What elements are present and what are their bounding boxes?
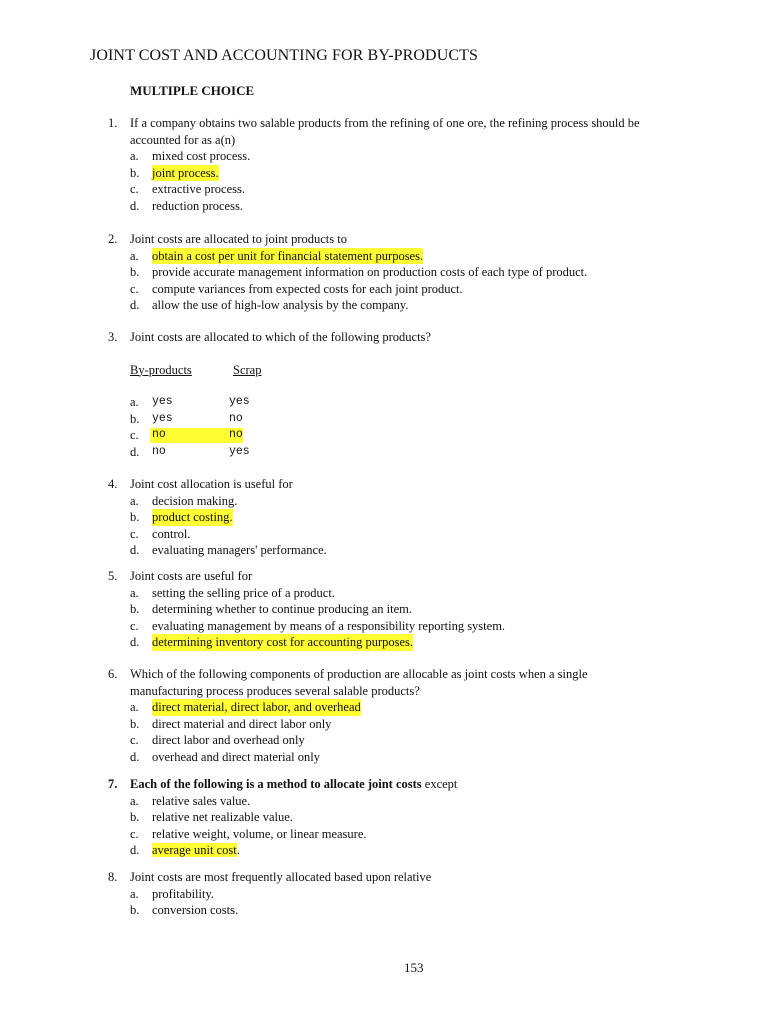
column-header-by-products: By-products (130, 362, 192, 377)
cell-scrap: yes (229, 444, 250, 458)
question-number: 2. (108, 232, 118, 246)
option-c (0, 826, 768, 843)
option-letter: a. (130, 149, 139, 163)
option-text: relative net realizable value. (152, 810, 293, 824)
question-number: 8. (108, 870, 118, 884)
cell-scrap: no (229, 411, 243, 425)
cell-scrap: no (229, 428, 243, 441)
option-text: evaluating management by means of a responsibility reporting system. (152, 618, 506, 633)
question-1 (0, 115, 768, 214)
option-letter: d. (130, 444, 140, 459)
highlighted-answer: joint process. (152, 165, 219, 180)
question-text-bold: Each of the following is a method to allocate joint costs (130, 777, 422, 791)
question-number: 7. (108, 777, 118, 791)
option-b (0, 902, 768, 919)
option-letter: a. (130, 248, 139, 263)
question-6 (0, 666, 768, 765)
option-d (0, 542, 768, 559)
section-heading: MULTIPLE CHOICE (130, 83, 255, 98)
option-letter: a. (130, 395, 139, 409)
option-text (152, 842, 240, 859)
option-letter: c. (130, 281, 139, 296)
option-a (0, 493, 768, 510)
option-period: . (236, 843, 240, 857)
option-a (0, 886, 768, 903)
option-c (0, 732, 768, 749)
option-d (0, 749, 768, 766)
option-letter: d. (130, 635, 140, 649)
option-a (0, 699, 768, 716)
option-letter: b. (130, 510, 140, 524)
option-letter: d. (130, 198, 140, 213)
option-c (0, 281, 768, 298)
table-row-highlighted (0, 427, 768, 444)
question-text: Joint cost allocation is useful for (130, 477, 293, 491)
option-letter: a. (130, 793, 139, 808)
option-text: conversion costs. (152, 903, 239, 917)
question-2 (0, 231, 768, 314)
question-number: 4. (108, 477, 118, 491)
option-letter: d. (130, 543, 140, 557)
option-letter: c. (130, 618, 139, 633)
question-4 (0, 476, 768, 559)
question-number: 6. (108, 667, 118, 681)
question-8 (0, 869, 768, 919)
option-text: overhead and direct material only (152, 749, 320, 764)
option-d (0, 842, 768, 859)
highlighted-answer: average unit cost (152, 843, 237, 857)
option-a (0, 793, 768, 810)
option-b (0, 509, 768, 526)
option-text: decision making. (152, 493, 238, 508)
option-text: provide accurate management information on production costs of each type of product. (152, 265, 588, 279)
option-a (0, 585, 768, 602)
option-letter: b. (130, 165, 140, 180)
question-7 (0, 776, 768, 859)
table-row (0, 444, 768, 461)
option-text: compute variances from expected costs for each joint product. (152, 281, 463, 296)
option-text: relative sales value. (152, 793, 251, 808)
page-number: 153 (404, 960, 424, 975)
option-b (0, 264, 768, 281)
table-header (0, 362, 768, 379)
question-text-except: except (421, 777, 458, 791)
question-text-continued: manufacturing process produces several salable products? (130, 683, 420, 698)
question-number: 1. (108, 116, 118, 130)
option-text: profitability. (152, 886, 215, 901)
option-text: setting the selling price of a product. (152, 585, 335, 600)
option-d (0, 297, 768, 314)
option-letter: c. (130, 428, 139, 442)
option-letter: b. (130, 810, 140, 824)
option-text: extractive process. (152, 182, 246, 196)
question-text: Joint costs are most frequently allocated based upon relative (130, 870, 432, 884)
column-header-scrap: Scrap (233, 362, 262, 377)
option-letter: c. (130, 826, 139, 841)
question-text: Joint costs are allocated to joint products to (130, 232, 347, 246)
option-letter: b. (130, 602, 140, 616)
option-c (0, 618, 768, 635)
question-5 (0, 568, 768, 651)
option-letter: b. (130, 903, 140, 917)
option-letter: c. (130, 526, 139, 541)
cell-by-products: yes (152, 395, 173, 408)
option-letter: b. (130, 716, 140, 731)
option-letter: b. (130, 411, 140, 426)
option-d (0, 634, 768, 651)
question-text: Joint costs are useful for (130, 569, 253, 583)
option-letter: b. (130, 265, 140, 279)
option-b (0, 601, 768, 618)
option-letter: c. (130, 182, 139, 196)
option-letter: c. (130, 733, 139, 747)
option-letter: a. (130, 886, 139, 901)
option-c (0, 526, 768, 543)
option-text: determining whether to continue producing an item. (152, 602, 412, 616)
question-text: Joint costs are allocated to which of the following products? (130, 330, 431, 344)
highlighted-answer: obtain a cost per unit for financial statement purposes. (152, 248, 424, 263)
cell-by-products: no (152, 428, 166, 441)
option-letter: a. (130, 700, 139, 714)
page-title: JOINT COST AND ACCOUNTING FOR BY-PRODUCTS (90, 47, 479, 64)
option-text: evaluating managers' performance. (152, 543, 327, 557)
question-number: 5. (108, 569, 118, 583)
option-a (0, 248, 768, 265)
option-b (0, 716, 768, 733)
cell-by-products: yes (152, 411, 173, 425)
cell-by-products: no (152, 444, 166, 458)
question-text (130, 776, 457, 793)
option-letter: a. (130, 493, 139, 508)
question-text: Which of the following components of production are allocable as joint costs when a single (130, 667, 588, 681)
option-b (0, 165, 768, 182)
option-letter: d. (130, 749, 140, 764)
option-text: direct material and direct labor only (152, 716, 332, 731)
question-text: If a company obtains two salable products from the refining of one ore, the refining process should be (130, 116, 640, 130)
question-number: 3. (108, 330, 118, 344)
option-d (0, 198, 768, 215)
option-a (0, 148, 768, 165)
highlighted-answer: direct material, direct labor, and overhead (152, 700, 361, 714)
option-b (0, 809, 768, 826)
option-text: relative weight, volume, or linear measure. (152, 826, 367, 841)
table-row (0, 394, 768, 411)
option-letter: a. (130, 585, 139, 600)
option-text: mixed cost process. (152, 149, 251, 163)
option-letter: d. (130, 843, 140, 857)
highlighted-answer: product costing. (152, 510, 233, 524)
question-3 (0, 329, 768, 460)
option-text: direct labor and overhead only (152, 733, 305, 747)
highlighted-answer: determining inventory cost for accounting purposes. (152, 635, 414, 649)
option-c (0, 181, 768, 198)
option-text: allow the use of high-low analysis by the company. (152, 298, 409, 312)
option-text: control. (152, 526, 191, 541)
option-text: reduction process. (152, 198, 243, 213)
option-letter: d. (130, 298, 140, 312)
cell-scrap: yes (229, 395, 250, 408)
question-text-continued: accounted for as a(n) (130, 132, 236, 147)
table-row (0, 411, 768, 428)
